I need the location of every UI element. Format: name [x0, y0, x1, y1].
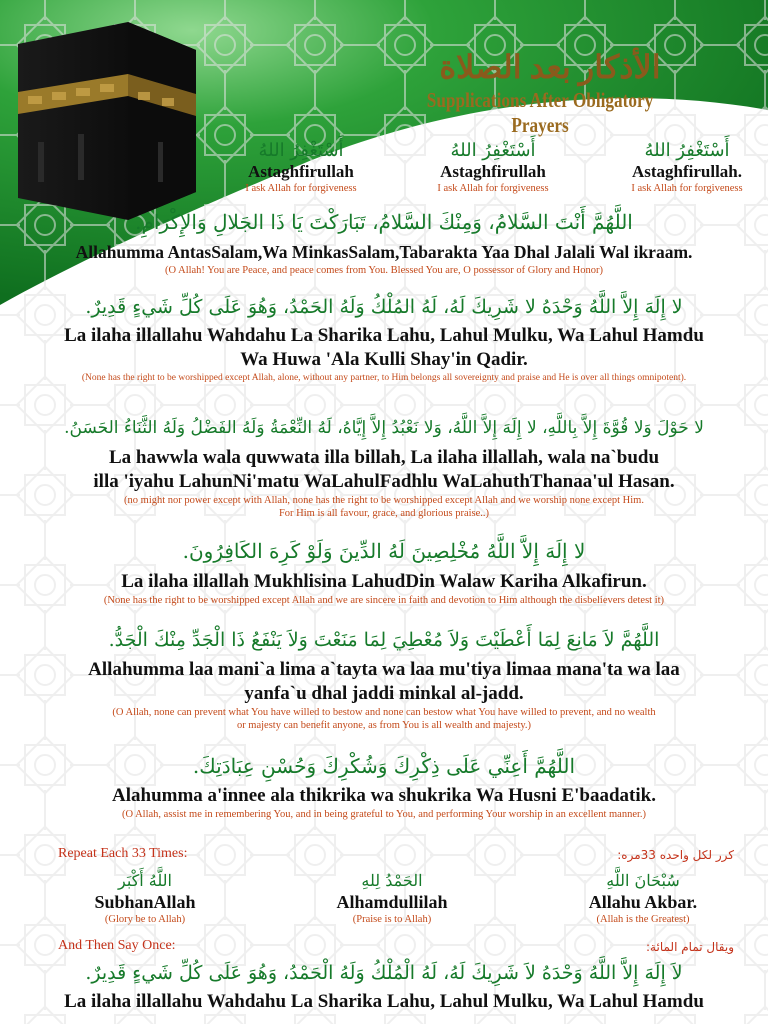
- once-label: And Then Say Once:: [58, 938, 176, 953]
- istighfar-3: [612, 140, 762, 195]
- dua-3-text-line-2: illa 'iyahu LahunNi'matu WaLahulFadhlu WaLahuthThanaa'ul Hasan.: [93, 471, 675, 492]
- dua-6-text: Alahumma a'innee ala thikrika wa shukrika Wa Husni E'baadatik.: [112, 785, 656, 806]
- tasbih-2-translation: (Praise is to Allah): [352, 914, 432, 925]
- dua-2: [0, 290, 768, 385]
- istighfar-3-translation: I ask Allah for forgiveness: [631, 183, 743, 194]
- tasbih-2: [312, 870, 472, 926]
- tasbih-3-text: Allahu Akbar.: [588, 892, 698, 912]
- istighfar-2-translation: I ask Allah for forgiveness: [437, 183, 549, 194]
- tasbih-1-arabic: اللَّهُ أَكْبَر: [118, 871, 172, 890]
- dua-5-arabic: اللَّهُمَّ لاَ مَانِعَ لِمَا أَعْطَيْتَ وَلاَ مُعْطِيَ لِمَا مَنَعْتَ وَلاَ يَنْفَعُ ذَا الْجَدِّ مِنْكَ الْجَدُّ.: [108, 629, 660, 651]
- kaaba-image: [18, 22, 196, 220]
- dua-3-arabic: لا حَوْلَ وَلا قُوَّةَ إِلاَّ بِاللَّهِ، لا إِلَهَ إِلاَّ اللَّهُ، وَلا نَعْبُدُ إِلاَّ إِيَّاهُ، لَهُ النِّعْمَةُ وَلَهُ الفَضْلُ وَلَهُ الثَّنَاءُ الحَسَنُ.: [64, 418, 704, 438]
- dua-6: [0, 748, 768, 821]
- dua-4-text: La ilaha illallah Mukhlisina LahudDin Walaw Kariha Alkafirun.: [121, 571, 647, 592]
- istighfar-1: [226, 140, 376, 195]
- istighfar-2-text: Astaghfirullah: [440, 162, 546, 181]
- repeat-label-arabic: كرر لكل واحده 33مره:: [617, 848, 734, 862]
- istighfar-1-text: Astaghfirullah: [248, 162, 354, 181]
- dua-1-text: Allahumma AntasSalam,Wa MinkasSalam,Tabarakta Yaa Dhal Jalali Wal ikraam.: [75, 242, 693, 262]
- dua-3: [0, 410, 768, 520]
- istighfar-1-translation: I ask Allah for forgiveness: [245, 183, 357, 194]
- tasbih-3-translation: (Allah is the Greatest): [596, 914, 690, 925]
- tasbih-1-text: SubhanAllah: [94, 892, 196, 912]
- istighfar-3-text: Astaghfirullah.: [631, 162, 743, 181]
- istighfar-2-arabic: أَسْتَغْفِرُ اللهُ: [450, 140, 536, 161]
- dua-2-text-line-2: Wa Huwa 'Ala Kulli Shay'in Qadir.: [240, 349, 528, 370]
- dua-3-text-line-1: La hawwla wala quwwata illa billah, La ilaha illallah, wala na`budu: [108, 447, 660, 468]
- istighfar-3-arabic: أَسْتَغْفِرُ اللهُ: [644, 140, 730, 161]
- page-title: Supplications After Obligatory Prayers: [426, 88, 654, 137]
- dua-6-translation: (O Allah, assist me in remembering You, and in being grateful to You, and performing Your worship in an excellent manner.): [121, 809, 647, 820]
- tasbih-3: [568, 870, 718, 926]
- dua-2-text-line-1: La ilaha illallahu Wahdahu La Sharika Lahu, Lahul Mulku, Wa Lahul Hamdu: [64, 325, 704, 346]
- repeat-label: Repeat Each 33 Times:: [58, 846, 188, 861]
- final-dua-text: La ilaha illallahu Wahdahu La Sharika Lahu, Lahul Mulku, Wa Lahul Hamdu: [64, 991, 704, 1012]
- page-title-arabic: الأذكار بعد الصلاة: [439, 49, 661, 85]
- dua-5: [0, 622, 768, 732]
- final-dua-arabic: لاَ إِلَهَ إِلاَّ اللَّهُ وَحْدَهُ لاَ شَرِيكَ لَهُ، لَهُ الْمُلْكُ وَلَهُ الْحَمْدُ، وَهُوَ عَلَى كُلِّ شَيءٍ قَدِيرٌ.: [85, 962, 683, 984]
- dua-4-arabic: لا إِلَهَ إِلاَّ اللَّهُ مُخْلِصِينَ لَهُ الدِّينَ وَلَوْ كَرِهَ الكَافِرُونَ.: [182, 539, 586, 563]
- tasbih-1-translation: (Glory be to Allah): [104, 914, 186, 925]
- dua-1-arabic: اللَّهُمَّ أَنْتَ السَّلامُ، وَمِنْكَ السَّلامُ، تَبَارَكْتَ يَا ذَا الجَلالِ وَالإِكْرَامِ.: [135, 210, 633, 234]
- tasbih-3-arabic: سُبْحَانَ اللَّهِ: [606, 871, 680, 890]
- dua-2-arabic: لا إِلَهَ إِلاَّ اللَّهُ وَحْدَهُ لا شَرِيكَ لَهُ، لَهُ المُلْكُ وَلَهُ الحَمْدُ، وَهُوَ عَلَى كُلِّ شَيءٍ قَدِيرٌ.: [85, 296, 683, 318]
- istighfar-1-arabic: أَسْتَغْفِرُ اللهُ: [258, 140, 344, 161]
- dua-4-translation: (None has the right to be worshipped except Allah and we are sincere in faith and devotion to Him although the disbelievers detest it): [103, 595, 665, 606]
- dua-5-translation-line-1: (O Allah, none can prevent what You have willed to bestow and none can bestow what You have willed to prevent, and no wealth: [112, 707, 656, 718]
- dua-2-translation: (None has the right to be worshipped except Allah, alone, without any partner, to Him belongs all sovereignty and praise and He is over all things omnipotent).: [81, 373, 687, 383]
- tasbih-2-text: Alhamdullilah: [336, 892, 448, 912]
- dua-3-translation-line-1: (no might nor power except with Allah, none has the right to be worshipped except Allah and we worship none except Him.: [124, 495, 644, 506]
- tasbih-2-arabic: الحَمْدُ لِلهِ: [361, 871, 423, 890]
- tasbih-1: [70, 870, 220, 926]
- dua-5-text-line-2: yanfa`u dhal jaddi minkal al-jadd.: [244, 683, 524, 704]
- dua-1-translation: (O Allah! You are Peace, and peace comes from You. Blessed You are, O possessor of Glory and Honor): [164, 265, 603, 276]
- final-dua: [0, 956, 768, 1014]
- dua-4: [0, 532, 768, 607]
- dua-5-translation-line-2: or majesty can benefit anyone, as from You is all wealth and majesty.): [236, 720, 532, 731]
- istighfar-2: [418, 140, 568, 195]
- dua-6-arabic: اللَّهُمَّ أَعِنِّي عَلَى ذِكْرِكَ وَشُكْرِكَ وَحُسْنِ عِبَادَتِكَ.: [192, 754, 576, 778]
- dua-1: [0, 204, 768, 277]
- dua-5-text-line-1: Allahumma laa mani`a lima a`tayta wa laa mu'tiya limaa mana'ta wa laa: [88, 659, 680, 680]
- dua-3-translation-line-2: For Him is all favour, grace, and glorious praise..): [278, 508, 490, 519]
- once-label-arabic: ويقال تمام المائة:: [646, 940, 734, 954]
